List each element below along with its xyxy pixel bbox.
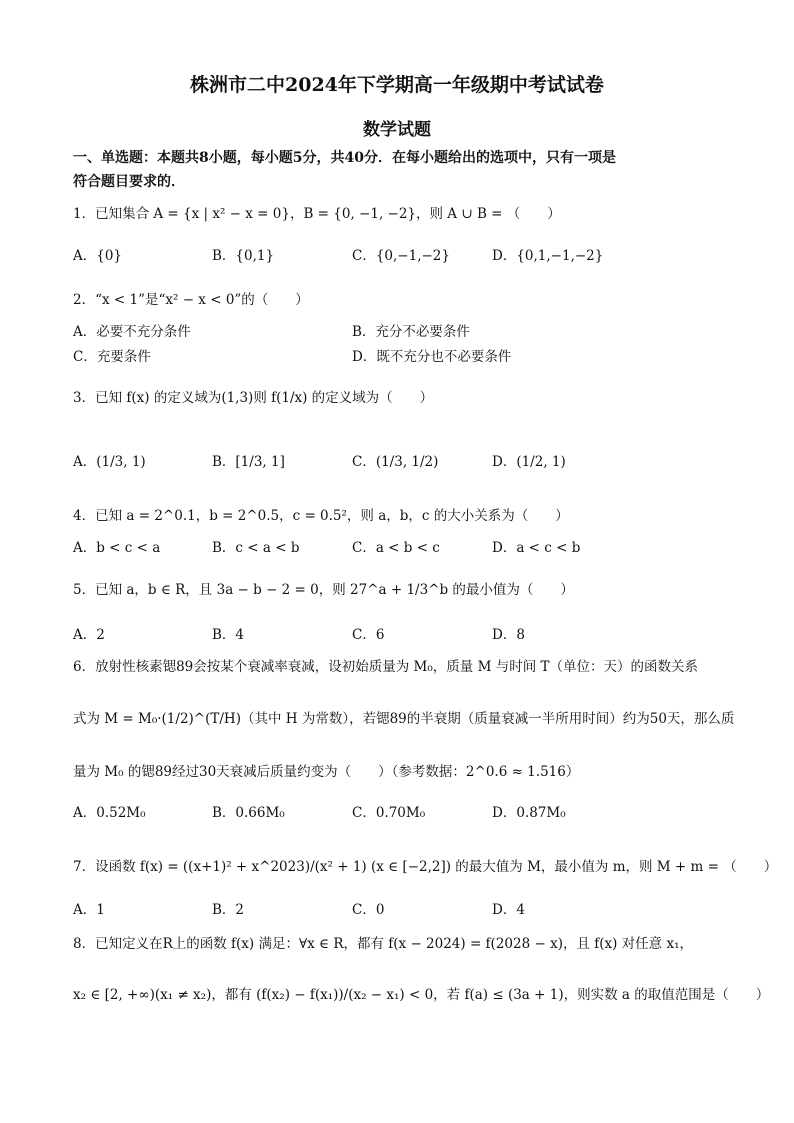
q3-option-b: B．[1/3, 1] [212, 454, 285, 470]
section-intro-line2: 符合题目要求的． [73, 174, 185, 190]
q7-option-b: B．2 [212, 902, 245, 918]
q5-option-d: D．8 [492, 627, 525, 643]
q1-stem: 1．已知集合 A = {x | x² − x = 0}，B = {0, −1, −2}，则 A ∪ B = （ ） [73, 206, 561, 222]
q6-line3: 量为 M₀ 的锶89经过30天衰减后质量约变为（ ）（参考数据：2^0.6 ≈ 1.516） [73, 764, 580, 780]
q6-option-c: C．0.70M₀ [352, 805, 426, 821]
q4-option-b: B．c < a < b [212, 540, 300, 556]
q6-line2: 式为 M = M₀·(1/2)^(T/H)（其中 H 为常数），若锶89的半衰期（质量衰减一半所用时间）约为50天，那么质 [73, 711, 735, 727]
q7-option-c: C．0 [352, 902, 385, 918]
q7-option-d: D．4 [492, 902, 525, 918]
q2-option-b: B．充分不必要条件 [352, 324, 470, 340]
page-subtitle: 数学试题 [363, 120, 431, 140]
q4-option-d: D．a < c < b [492, 540, 581, 556]
q3-option-c: C．(1/3, 1/2) [352, 454, 439, 470]
q3-option-a: A．(1/3, 1) [73, 454, 146, 470]
q8-line1: 8．已知定义在R上的函数 f(x) 满足：∀x ∈ R，都有 f(x − 2024) = f(2028 − x)，且 f(x) 对任意 x₁， [73, 936, 693, 952]
q6-option-a: A．0.52M₀ [73, 805, 146, 821]
q3-stem: 3．已知 f(x) 的定义域为(1,3)则 f(1/x) 的定义域为（ ） [73, 390, 434, 406]
q2-option-a: A．必要不充分条件 [73, 324, 191, 340]
q4-stem: 4．已知 a = 2^0.1，b = 2^0.5，c = 0.5²，则 a，b，c 的大小关系为（ ） [73, 508, 569, 524]
q5-option-c: C．6 [352, 627, 385, 643]
q6-option-d: D．0.87M₀ [492, 805, 566, 821]
section-intro-line1: 一、单选题：本题共8小题，每小题5分，共40分．在每小题给出的选项中，只有一项是 [73, 150, 616, 166]
q4-option-a: A．b < c < a [73, 540, 161, 556]
q7-option-a: A．1 [73, 902, 105, 918]
q4-option-c: C．a < b < c [352, 540, 440, 556]
q6-option-b: B．0.66M₀ [212, 805, 285, 821]
q2-option-d: D．既不充分也不必要条件 [352, 349, 512, 365]
q5-option-b: B．4 [212, 627, 245, 643]
q5-option-a: A．2 [73, 627, 105, 643]
q7-stem: 7．设函数 f(x) = ((x+1)² + x^2023)/(x² + 1) (x ∈ [−2,2]) 的最大值为 M，最小值为 m，则 M + m = （ ） [73, 859, 778, 875]
q3-option-d: D．(1/2, 1) [492, 454, 566, 470]
page-title: 株洲市二中2024年下学期高一年级期中考试试卷 [190, 74, 604, 96]
q5-stem: 5．已知 a，b ∈ R，且 3a − b − 2 = 0，则 27^a + 1/3^b 的最小值为（ ） [73, 582, 574, 598]
q1-option-d: D．{0,1,−1,−2} [492, 248, 604, 264]
q1-option-c: C．{0,−1,−2} [352, 248, 450, 264]
q6-line1: 6．放射性核素锶89会按某个衰减率衰减，设初始质量为 M₀，质量 M 与时间 T（单位：天）的函数关系 [73, 659, 698, 675]
q2-option-c: C．充要条件 [73, 349, 151, 365]
q1-option-b: B．{0,1} [212, 248, 275, 264]
q1-option-a: A．{0} [73, 248, 123, 264]
q2-stem: 2．“x < 1”是“x² − x < 0”的（ ） [73, 292, 309, 308]
q8-line2: x₂ ∈ [2, +∞)(x₁ ≠ x₂)，都有 (f(x₂) − f(x₁))/(x₂ − x₁) < 0，若 f(a) ≤ (3a + 1)，则实数 a 的取值范围是（ ） [73, 987, 770, 1003]
